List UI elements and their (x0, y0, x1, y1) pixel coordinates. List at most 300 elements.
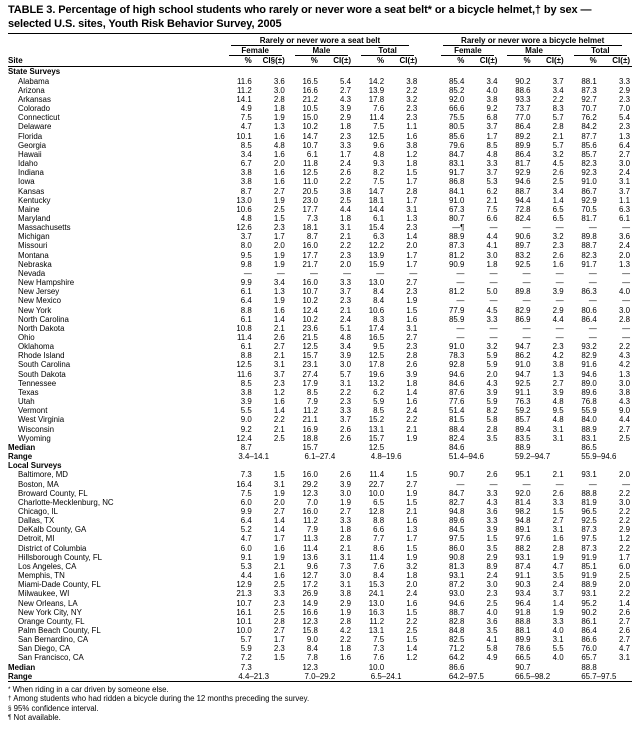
gap-cell (419, 360, 433, 369)
footnote-mark: * (8, 685, 11, 693)
value-cell: 1.7 (340, 149, 351, 159)
value-cell: 16.6 (302, 607, 318, 617)
value-cell: 2.4 (486, 571, 498, 581)
site-label: San Francisco, CA (18, 653, 84, 663)
value-cell: 16.9 (302, 424, 318, 434)
value-cell: 1.8 (273, 104, 285, 114)
value-cell: 3.3 (340, 406, 351, 416)
table-row (8, 425, 632, 434)
value-cell: 1.8 (406, 571, 418, 581)
value-cell: 16.0 (302, 241, 318, 251)
value-cell: 1.7 (406, 534, 418, 544)
value-cell: 2.3 (406, 113, 418, 123)
table-row (8, 95, 632, 104)
value-cell: 10.7 (302, 287, 318, 297)
value-cell: 2.2 (406, 616, 418, 626)
table-row (8, 260, 632, 269)
value-cell: 7.5 (240, 113, 252, 123)
value-cell: — (522, 323, 531, 333)
value-cell: 1.4 (552, 598, 564, 608)
value-cell: 94.8 (515, 516, 531, 526)
value-cell: 13.0 (236, 195, 252, 205)
range-value: 64.2–97.5 (448, 671, 484, 681)
value-cell: 93.4 (515, 589, 531, 599)
value-cell: 4.8 (273, 140, 285, 150)
value-cell: — (622, 268, 630, 278)
value-cell: 90.6 (515, 232, 531, 242)
site-label: New York (18, 305, 52, 315)
value-cell: 2.4 (619, 168, 630, 178)
table-header (8, 34, 632, 67)
site-label: San Bernardino, CA (18, 635, 89, 645)
value-cell: — (276, 268, 285, 278)
pct-header: % (566, 56, 599, 67)
value-cell: 4.3 (340, 94, 351, 104)
column-gap (419, 34, 433, 47)
gap-cell (419, 251, 433, 260)
site-label: DeKalb County, GA (18, 525, 87, 535)
value-cell: 3.4 (552, 85, 564, 95)
value-cell: 3.9 (486, 387, 498, 397)
value-cell: 92.9 (581, 195, 597, 205)
value-cell: 94.6 (581, 369, 597, 379)
site-label: Oklahoma (18, 342, 54, 352)
median-row (8, 443, 632, 452)
value-cell: 6.3 (619, 204, 630, 214)
value-cell: 82.8 (449, 616, 465, 626)
value-cell: — (522, 268, 531, 278)
value-cell: 1.4 (273, 525, 285, 535)
value-cell: 92.9 (515, 168, 531, 178)
gap-cell (419, 205, 433, 214)
site-label: San Diego, CA (18, 644, 71, 654)
value-cell: 5.1 (340, 323, 351, 333)
value-cell: 89.2 (515, 131, 531, 141)
value-cell: — (489, 479, 498, 489)
value-cell: 7.0 (619, 104, 630, 114)
value-cell: 5.9 (486, 397, 498, 407)
value-cell: 16.0 (302, 470, 318, 480)
value-cell: 2.3 (340, 131, 351, 141)
gap-cell (419, 644, 433, 653)
range-label: Range (8, 452, 33, 462)
value-cell: 7.6 (373, 653, 385, 663)
value-cell: 1.6 (552, 259, 564, 269)
value-cell: 4.2 (552, 351, 564, 361)
value-cell: 5.7 (552, 113, 564, 123)
value-cell: 21.2 (302, 94, 318, 104)
value-cell: 3.0 (619, 305, 630, 315)
value-cell: 8.4 (373, 296, 385, 306)
value-cell: 3.7 (552, 76, 564, 86)
value-cell: — (489, 333, 498, 342)
value-cell: 7.3 (306, 213, 318, 223)
site-label: Rhode Island (18, 351, 65, 361)
value-cell: 2.1 (340, 305, 351, 315)
value-cell: 19.6 (368, 369, 385, 379)
value-cell: 8.8 (240, 305, 252, 315)
value-cell: 3.9 (340, 479, 351, 489)
value-cell: 93.0 (449, 589, 465, 599)
value-cell: 87.2 (449, 580, 465, 590)
value-cell: 81.2 (449, 287, 465, 297)
value-cell: 17.7 (302, 204, 318, 214)
value-cell: 3.7 (486, 168, 498, 178)
value-cell: 17.2 (302, 580, 318, 590)
range-label: Range (8, 671, 33, 681)
table-row (8, 269, 632, 278)
table-row (8, 113, 632, 122)
value-cell: 82.3 (581, 250, 597, 260)
value-cell: 13.1 (368, 424, 385, 434)
value-cell: 2.2 (406, 415, 418, 425)
value-cell: 1.4 (619, 598, 630, 608)
value-cell: — (588, 479, 597, 489)
range-value: 4.8–19.6 (370, 452, 402, 462)
value-cell: 3.2 (486, 342, 498, 352)
site-label: Kentucky (18, 195, 51, 205)
value-cell: 92.0 (515, 488, 531, 498)
table-row (8, 324, 632, 333)
value-cell: 3.1 (552, 525, 564, 535)
ci-header: CI§(±) (254, 56, 287, 67)
value-cell: 6.1 (240, 287, 252, 297)
value-cell: 2.1 (340, 543, 351, 553)
value-cell: 1.5 (273, 470, 285, 480)
value-cell: 3.7 (240, 232, 252, 242)
value-cell: 2.9 (340, 113, 351, 123)
median-value: 12.3 (302, 662, 318, 672)
gap-cell (419, 333, 433, 342)
value-cell: 86.4 (581, 314, 597, 324)
value-cell: — (489, 296, 498, 306)
value-cell: 1.5 (406, 607, 418, 617)
value-cell: 12.4 (236, 433, 252, 443)
value-cell: — (343, 268, 351, 278)
value-cell: — (456, 333, 465, 342)
value-cell: 4.9 (486, 653, 498, 663)
value-cell: 1.4 (273, 406, 285, 416)
site-label: Detroit, MI (18, 534, 55, 544)
value-cell: — (456, 268, 465, 278)
value-cell: 91.0 (515, 360, 531, 370)
site-label: Boston, MA (18, 479, 59, 489)
table-row (8, 214, 632, 223)
gap-cell (419, 324, 433, 333)
value-cell: 10.6 (368, 305, 385, 315)
gap-cell (419, 443, 433, 452)
value-cell: 1.8 (340, 644, 351, 654)
value-cell: 91.8 (515, 607, 531, 617)
value-cell: 3.7 (340, 287, 351, 297)
site-label: Indiana (18, 168, 44, 178)
value-cell: 2.6 (619, 607, 630, 617)
value-cell: 3.1 (619, 653, 630, 663)
value-cell: — (555, 223, 564, 233)
value-cell: 92.7 (581, 94, 597, 104)
value-cell: 12.5 (302, 168, 318, 178)
gap-cell (419, 580, 433, 589)
site-label: Ohio (18, 333, 35, 342)
value-cell: 12.5 (302, 342, 318, 352)
value-cell: 2.6 (619, 626, 630, 635)
value-cell: 16.4 (236, 479, 252, 489)
gap-cell (419, 480, 433, 489)
table-row (8, 122, 632, 131)
gap-cell (419, 415, 433, 424)
value-cell: — (456, 278, 465, 288)
value-cell: 14.9 (302, 598, 318, 608)
value-cell: 18.8 (302, 433, 318, 443)
value-cell: — (522, 223, 531, 233)
range-row (8, 452, 632, 461)
value-cell: — (622, 323, 630, 333)
table-row (8, 287, 632, 296)
value-cell: 23.0 (302, 195, 318, 205)
value-cell: 1.3 (619, 369, 630, 379)
value-cell: 12.2 (368, 241, 385, 251)
column-header-row (8, 56, 632, 67)
value-cell: 2.2 (340, 387, 351, 397)
value-cell: 2.5 (619, 571, 630, 581)
footnotes (8, 685, 632, 723)
value-cell: 1.6 (273, 168, 285, 178)
value-cell: 2.9 (340, 598, 351, 608)
value-cell: 3.9 (552, 387, 564, 397)
ci-header: CI(±) (320, 56, 353, 67)
value-cell: 2.7 (552, 516, 564, 526)
value-cell: 3.1 (340, 378, 351, 388)
value-cell: 64.2 (449, 653, 465, 663)
value-cell: 84.6 (449, 378, 465, 388)
value-cell: 3.9 (340, 351, 351, 361)
value-cell: 2.2 (340, 241, 351, 251)
site-label: South Carolina (18, 360, 71, 370)
value-cell: 15.2 (368, 415, 385, 425)
site-label: Montana (18, 250, 49, 260)
gap-cell (419, 626, 433, 635)
site-label: North Carolina (18, 314, 69, 324)
value-cell: 4.3 (619, 397, 630, 407)
value-cell: 2.7 (619, 149, 630, 159)
value-cell: 2.2 (619, 506, 630, 516)
value-cell: 1.6 (273, 149, 285, 159)
value-cell: 1.6 (273, 131, 285, 141)
site-label: Michigan (18, 232, 50, 242)
value-cell: 11.2 (303, 516, 318, 526)
value-cell: 97.6 (515, 534, 531, 544)
table-row (8, 150, 632, 159)
value-cell: 5.7 (240, 635, 252, 645)
value-cell: 73.7 (515, 104, 531, 114)
value-cell: 1.3 (406, 213, 418, 223)
value-cell: 1.7 (406, 259, 418, 269)
value-cell: 82.5 (449, 635, 465, 645)
value-cell: 2.1 (552, 470, 564, 480)
value-cell: 17.8 (368, 94, 385, 104)
median-value: 88.9 (515, 442, 531, 452)
value-cell: — (588, 296, 597, 306)
value-cell: 7.5 (240, 488, 252, 498)
value-cell: 16.5 (302, 76, 318, 86)
value-cell: 9.9 (240, 278, 252, 288)
value-cell: 13.2 (368, 378, 385, 388)
table-row (8, 571, 632, 580)
value-cell: 1.9 (273, 296, 285, 306)
value-cell: 3.1 (340, 223, 351, 233)
value-cell: 1.5 (406, 635, 418, 645)
value-cell: 1.9 (406, 488, 418, 498)
value-cell: 80.6 (581, 305, 597, 315)
range-value: 51.4–94.6 (448, 452, 484, 462)
value-cell: 95.2 (581, 598, 597, 608)
site-column-header: Site (8, 56, 221, 67)
value-cell: 88.9 (449, 232, 465, 242)
value-cell: 18.1 (368, 195, 385, 205)
table-row (8, 168, 632, 177)
value-cell: 85.4 (449, 76, 465, 86)
value-cell: 88.6 (515, 85, 531, 95)
median-blank (386, 443, 419, 452)
value-cell: 3.3 (486, 516, 498, 526)
value-cell: —¶ (452, 223, 465, 233)
value-cell: 2.9 (552, 305, 564, 315)
value-cell: 87.3 (581, 85, 597, 95)
value-cell: 2.7 (340, 85, 351, 95)
value-cell: 10.1 (236, 131, 252, 141)
gap-cell (419, 95, 433, 104)
value-cell: 5.0 (486, 287, 498, 297)
value-cell: 7.8 (306, 653, 318, 663)
value-cell: 9.2 (240, 424, 252, 434)
value-cell: 8.5 (373, 406, 385, 416)
value-cell: 2.5 (406, 626, 418, 635)
site-label: Iowa (18, 177, 35, 187)
value-cell: 3.0 (619, 159, 630, 169)
gap-cell (419, 232, 433, 241)
value-cell: 2.0 (619, 580, 630, 590)
value-cell: 3.9 (486, 525, 498, 535)
value-cell: 1.3 (273, 287, 285, 297)
value-cell: 3.7 (486, 122, 498, 132)
value-cell: 16.6 (302, 85, 318, 95)
site-label: Memphis, TN (18, 571, 65, 581)
value-cell: 2.6 (273, 333, 285, 342)
value-cell: 1.1 (619, 195, 630, 205)
value-cell: 3.8 (340, 186, 351, 196)
value-cell: 1.7 (273, 635, 285, 645)
pct-header: % (433, 56, 466, 67)
value-cell: 81.7 (515, 159, 531, 169)
value-cell: 1.3 (406, 525, 418, 535)
value-cell: 2.6 (340, 470, 351, 480)
value-cell: 92.5 (581, 516, 597, 526)
gap-cell (419, 470, 433, 479)
value-cell: 87.6 (449, 387, 465, 397)
value-cell: 1.2 (406, 149, 418, 159)
footnote: § 95% confidence interval. (8, 703, 99, 713)
value-cell: 86.9 (515, 314, 531, 324)
value-cell: 3.1 (340, 552, 351, 562)
median-blank (533, 443, 566, 452)
value-cell: 76.2 (581, 113, 597, 123)
gap-cell (419, 132, 433, 141)
value-cell: 10.7 (302, 140, 318, 150)
table-row (8, 415, 632, 424)
value-cell: 26.9 (302, 589, 318, 599)
value-cell: 96.4 (515, 598, 531, 608)
value-cell: 3.1 (340, 580, 351, 590)
site-label: New Orleans, LA (18, 598, 78, 608)
value-cell: 4.5 (552, 159, 564, 169)
value-cell: 2.5 (552, 177, 564, 187)
value-cell: 7.6 (373, 104, 385, 114)
value-cell: 1.2 (406, 653, 418, 663)
value-cell: 17.8 (368, 360, 385, 370)
value-cell: 3.9 (406, 369, 418, 379)
table-row (8, 534, 632, 543)
value-cell: 3.4 (340, 342, 351, 352)
value-cell: — (489, 223, 498, 233)
value-cell: 2.3 (340, 250, 351, 260)
value-cell: 94.7 (515, 369, 531, 379)
value-cell: 3.0 (273, 85, 285, 95)
value-cell: 3.5 (486, 626, 498, 635)
value-cell: — (555, 323, 564, 333)
value-cell: 2.7 (619, 635, 630, 645)
value-cell: 91.0 (449, 342, 465, 352)
value-cell: 4.8 (373, 149, 385, 159)
site-label: New Hampshire (18, 278, 75, 288)
value-cell: 2.7 (273, 506, 285, 516)
value-cell: 4.8 (486, 149, 498, 159)
value-cell: 1.8 (486, 259, 498, 269)
site-label: Nebraska (18, 259, 52, 269)
value-cell: 1.5 (406, 470, 418, 480)
table-row (8, 544, 632, 553)
value-cell: 21.7 (302, 259, 318, 269)
value-cell: — (588, 333, 597, 342)
value-cell: 3.3 (552, 497, 564, 507)
value-cell: 2.3 (273, 644, 285, 654)
value-cell: 3.9 (340, 104, 351, 114)
value-cell: 2.0 (273, 497, 285, 507)
value-cell: 10.0 (236, 626, 252, 635)
value-cell: 2.6 (552, 488, 564, 498)
value-cell: 6.6 (373, 525, 385, 535)
gap-cell (419, 342, 433, 351)
value-cell: 12.5 (368, 131, 385, 141)
value-cell: 88.7 (449, 607, 465, 617)
site-label: Milwaukee, WI (18, 589, 70, 599)
value-cell: 1.7 (486, 131, 498, 141)
table-row (8, 516, 632, 525)
table-row (8, 553, 632, 562)
table-row (8, 333, 632, 342)
value-cell: 76.8 (581, 397, 597, 407)
median-value: 90.7 (515, 662, 531, 672)
value-cell: 88.1 (515, 626, 531, 635)
value-cell: 2.3 (273, 223, 285, 233)
value-cell: — (622, 296, 630, 306)
value-cell: 4.7 (619, 644, 630, 654)
value-cell: — (522, 278, 531, 288)
value-cell: 21.3 (236, 589, 252, 599)
gap-cell (419, 287, 433, 296)
value-cell: 5.9 (486, 360, 498, 370)
value-cell: 3.3 (486, 159, 498, 169)
gap-cell (419, 672, 433, 682)
